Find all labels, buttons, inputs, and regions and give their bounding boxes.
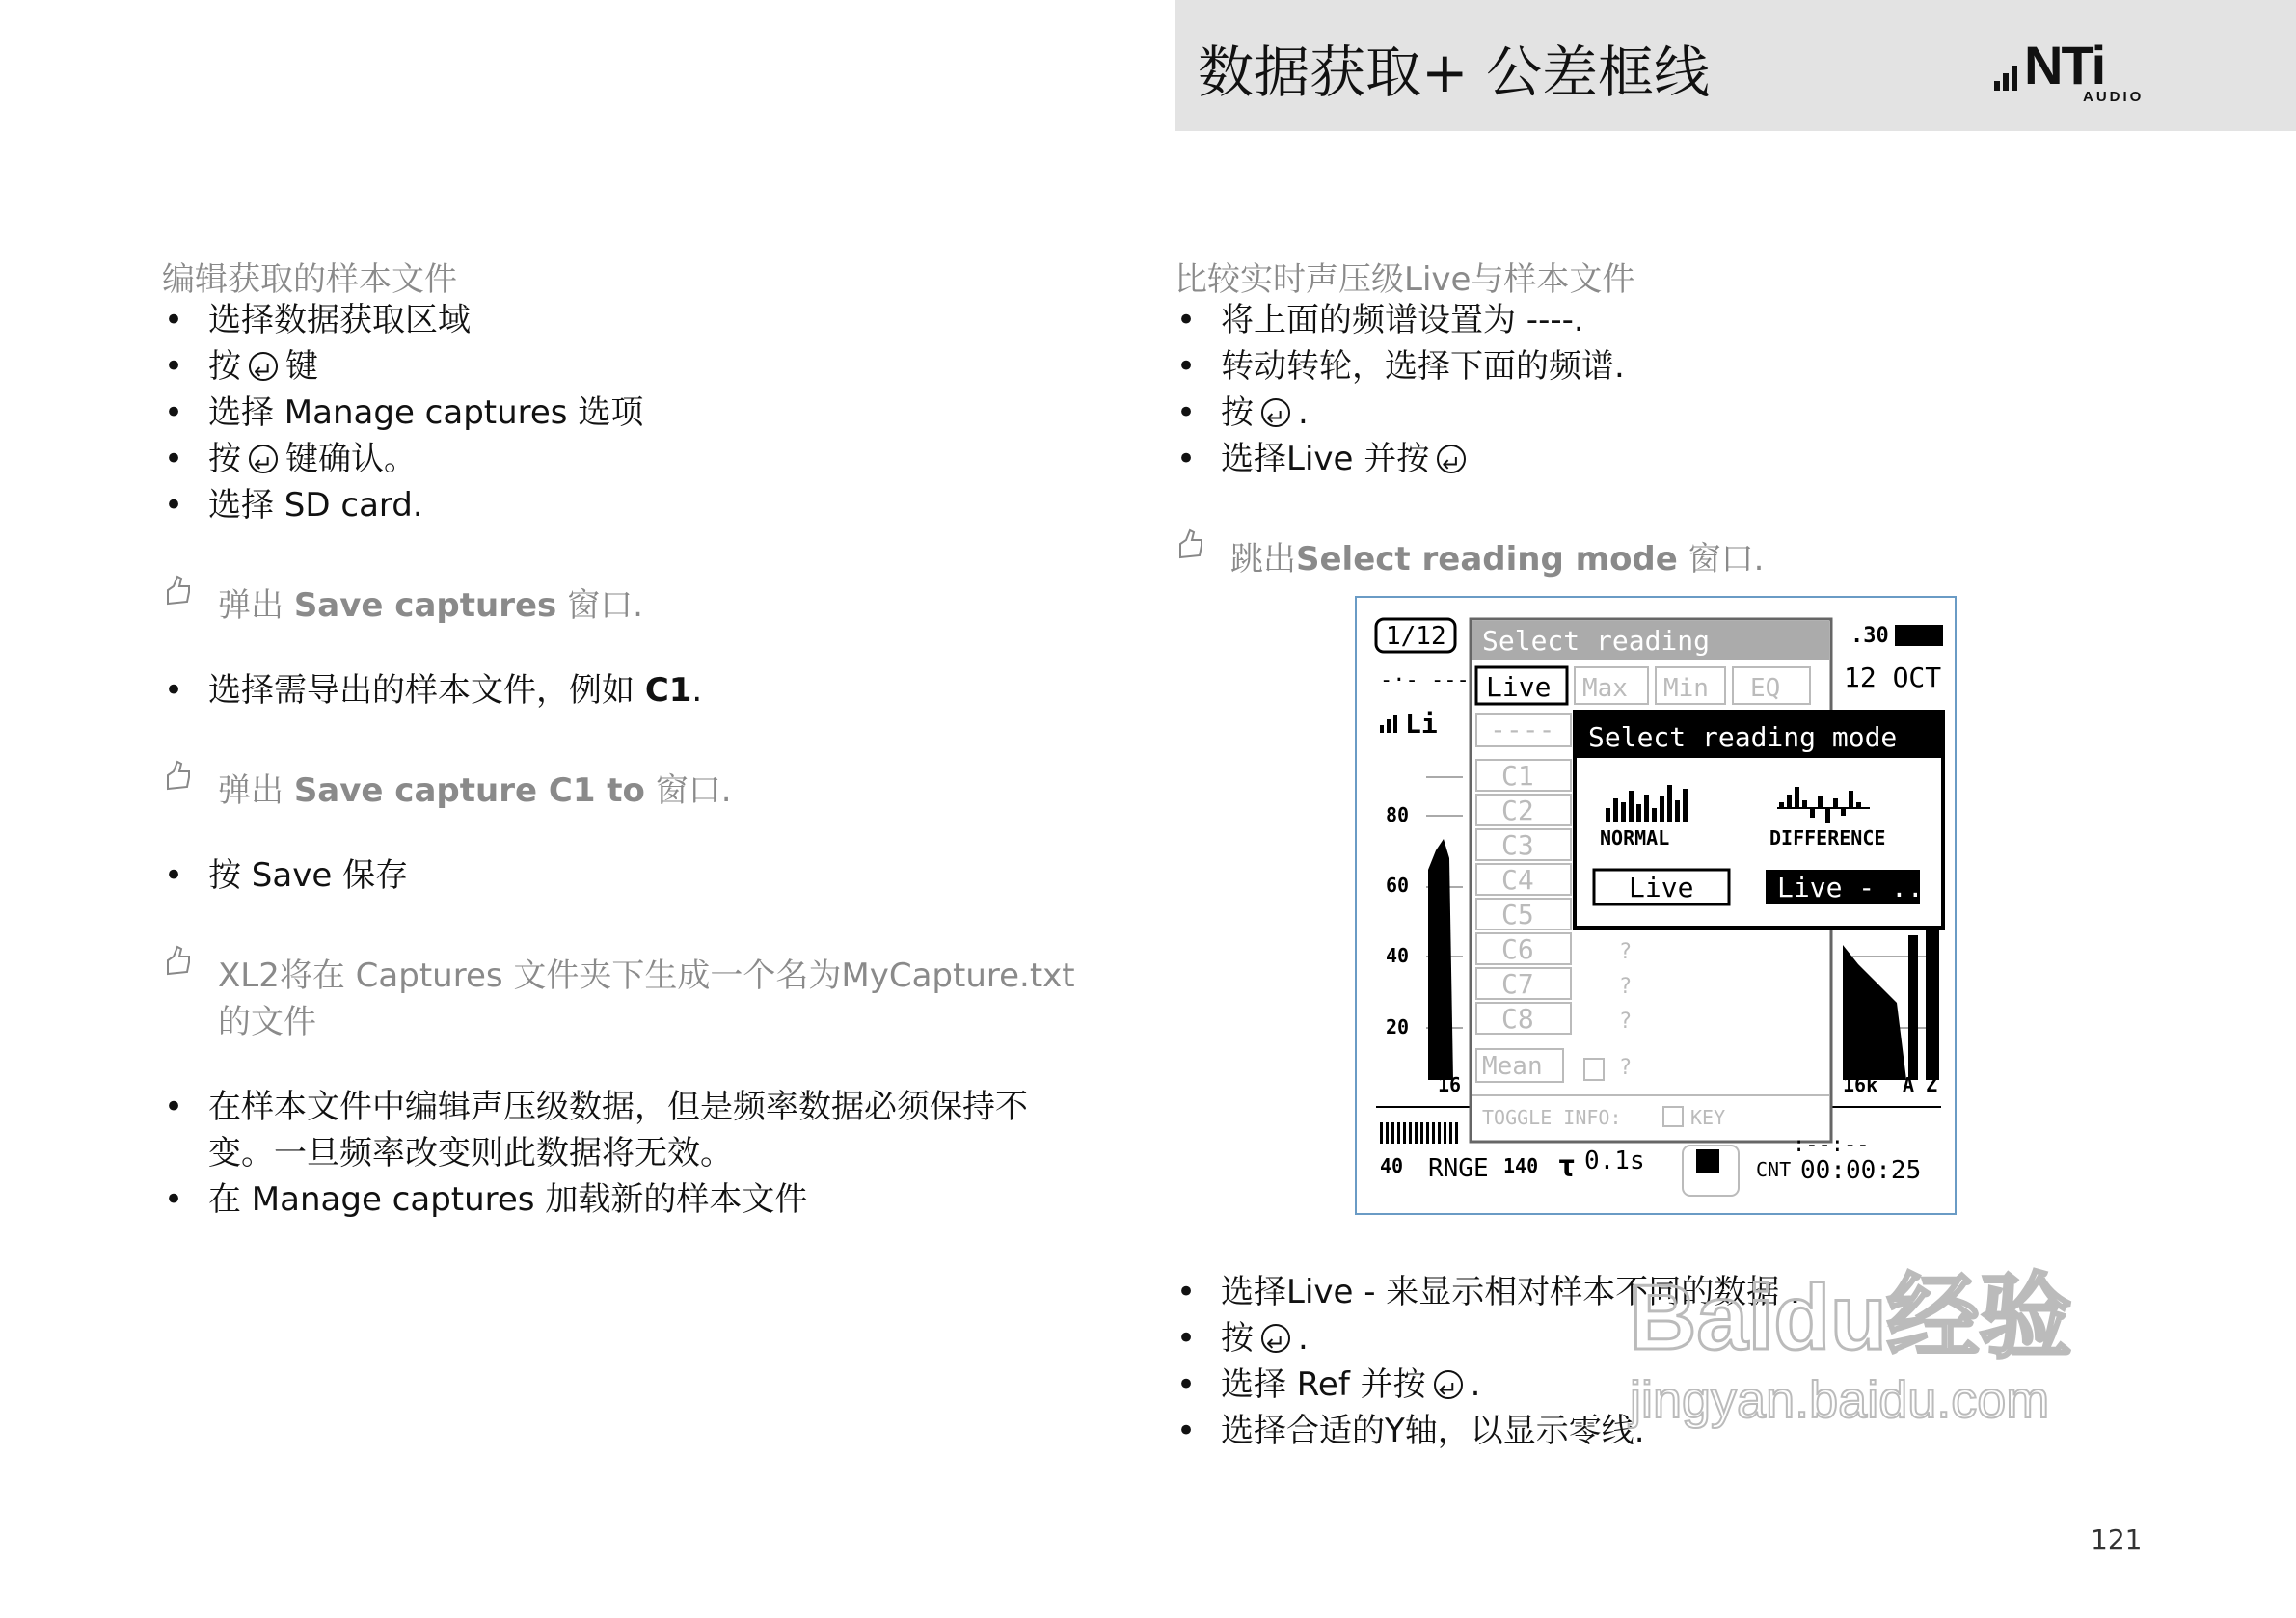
list-item-text: . [1470,1365,1481,1404]
device-screen [1357,598,1955,1213]
range-low: 40 [1380,1154,1404,1177]
list-item-text: . [1298,1319,1309,1358]
list-item[interactable]: C1 [1501,760,1534,792]
question-marks [1619,940,1632,1080]
enter-key-icon [1434,1370,1463,1399]
difference-label: DIFFERENCE [1769,826,1886,849]
list-item-text: 将上面的频谱设置为 ----. [1221,301,1584,339]
y-tick: 60 [1386,874,1410,897]
pointing-hand-icon [164,760,193,791]
range-label: RNGE [1428,1154,1489,1183]
note-bold: Select reading mode [1296,540,1678,579]
logo-brand: NTi [2024,35,2105,95]
pointing-hand-icon [1176,528,1205,559]
popup-title: Select reading mode [1588,721,1898,753]
enter-key-icon [249,445,278,473]
y-tick: 20 [1386,1015,1410,1038]
list-item-text: 选择Live - 来显示相对样本不同的数据 . [1221,1273,1800,1311]
list-item [164,436,643,482]
tab-max-label: Max [1582,674,1628,703]
left-section-title: 编辑获取的样本文件 [162,260,457,299]
note-text: 窗口. [644,771,732,810]
level-meter-icon [1380,1122,1458,1144]
counter-time: 00:00:25 [1800,1156,1922,1185]
note-text: 窗口. [556,586,643,625]
list-item-text: 选择 SD card. [208,486,423,525]
list-item-text: . [1298,393,1309,432]
spectrum-bar [1908,935,1918,1080]
list-item-text: 变。一旦频率改变则此数据将无效。 [208,1134,733,1173]
spectrum-right [1843,945,1906,1080]
watermark-url: jingyan.baidu.com [1630,1371,2050,1429]
note-text: XL2将在 Captures 文件夹下生成一个名为MyCapture.txt [218,957,1075,995]
note-select-reading-mode [1230,532,1764,580]
note-save-capture-c1 [218,764,732,811]
y-tick: 40 [1386,944,1410,967]
live-difference-label: Live - ... [1777,872,1940,903]
logo-bars-icon [1994,66,2020,91]
dash-marker: -·- --- [1380,668,1470,692]
right-section-title: 比较实时声压级Live与样本文件 [1175,260,1635,299]
note-text: 跳出 [1230,540,1296,579]
list-item-text: 按 [208,440,241,478]
q-mark: ? [1619,940,1633,964]
list-item-text: 在 Manage captures 加载新的样本文件 [208,1180,808,1219]
list-item[interactable]: C4 [1501,864,1534,896]
list-item-text: 选择合适的Y轴，以显示零线. [1221,1412,1645,1450]
list-item [164,852,408,899]
list-item [164,1084,1028,1130]
list-item [164,297,643,343]
list-item[interactable]: C6 [1501,933,1534,965]
list-item [1176,297,1625,343]
list-item-text: 选择Live 并按 [1221,440,1430,478]
list-item[interactable]: C7 [1501,968,1534,1000]
q-mark: ? [1619,1010,1633,1034]
page-header [1175,0,2296,131]
y-tick: 80 [1386,803,1410,826]
oct-label: 12 OCT [1844,661,1942,693]
stop-icon [1696,1149,1719,1173]
q-mark: ? [1619,1056,1633,1080]
note-text: 弹出 [218,586,294,625]
x-right-label: 16k [1843,1073,1878,1096]
note-mycapture [218,949,1075,996]
tab-min-label: Min [1663,674,1709,703]
live-normal-label: Live [1629,872,1694,903]
list-item-text: 选择 Ref 并按 [1221,1365,1426,1404]
tab-live-label: Live [1486,671,1552,703]
page-title: 数据获取+ 公差框线 [1198,40,1711,105]
list-item[interactable]: C3 [1501,829,1534,861]
list-item [164,1130,1028,1176]
list-item-text: 选择数据获取区域 [208,301,471,339]
list-item [1176,390,1625,436]
tau-icon: τ [1557,1147,1577,1184]
list-item[interactable]: ---- [1490,714,1555,745]
tau-value: 0.1s [1584,1146,1645,1175]
list-item[interactable]: C2 [1501,795,1534,826]
left-bullets-b [164,667,702,714]
list-item-text: 键确认。 [285,440,417,478]
note-bold: Save captures [293,586,557,625]
list-item [1176,343,1625,390]
baidu-watermark [1630,1244,2072,1430]
list-item [1176,436,1625,482]
enter-key-icon [1261,398,1290,427]
resolution-label: 1/12 [1386,622,1446,651]
list-item [164,390,643,436]
note-mycapture-line2: 的文件 [218,1003,316,1041]
list-item [164,343,643,390]
counter-dashes: :--:-- [1793,1133,1870,1157]
list-item-bold: C1 [644,671,692,710]
list-item [164,482,643,528]
note-text: 窗口. [1677,540,1765,579]
page-number: 121 [2091,1524,2143,1555]
li-label: Li [1405,708,1438,740]
list-item[interactable]: C8 [1501,1003,1534,1035]
enter-key-icon [1437,445,1466,473]
pointing-hand-icon [164,945,193,976]
list-item-text: . [691,671,703,710]
nti-audio-logo [1994,35,2145,105]
q-mark: ? [1619,975,1633,999]
list-item-text: 按 [1221,393,1254,432]
note-save-captures [218,579,643,626]
key-label: KEY [1690,1106,1726,1129]
list-item[interactable]: C5 [1501,899,1534,930]
left-bullets-c [164,852,408,899]
right-bullets-a [1176,297,1625,482]
list-item-text: 键 [285,347,318,386]
x-left-label: 16 [1438,1073,1462,1096]
spectrum-left [1428,839,1453,1080]
enter-key-icon [1261,1324,1290,1353]
list-item [164,667,702,714]
left-bullets-a [164,297,643,528]
device-screenshot [1355,596,1957,1215]
list-item-text: 按 Save 保存 [208,856,409,895]
list-item-text: 转动转轮，选择下面的频谱. [1221,347,1625,386]
bars-icon [1380,715,1397,733]
range-high: 140 [1503,1154,1539,1177]
toggle-info: TOGGLE INFO: [1482,1106,1622,1129]
counter-label: CNT [1756,1158,1792,1181]
battery-icon [1895,625,1943,646]
spectrum-bar [1926,928,1939,1080]
logo-sub: AUDIO [2083,89,2145,105]
list-item-text: 按 [208,347,241,386]
list-item-text: 按 [1221,1319,1254,1358]
normal-label: NORMAL [1600,826,1670,849]
note-text: 弹出 [218,771,294,810]
left-bullets-d [164,1084,1028,1223]
enter-key-icon [249,352,278,381]
list-item[interactable]: Mean [1482,1052,1543,1081]
list-item-text: 在样本文件中编辑声压级数据，但是频率数据必须保持不 [208,1088,1028,1126]
list-item-text: 选择需导出的样本文件，例如 [208,671,645,710]
menu-title: Select reading [1482,625,1711,657]
az-label: A Z [1903,1073,1938,1096]
list-item-text: 选择 Manage captures 选项 [208,393,644,432]
battery-level: .30 [1850,624,1889,648]
list-item [164,1176,1028,1223]
watermark-brand: Baidu经验 [1630,1266,2072,1369]
pointing-hand-icon [164,575,193,606]
tab-eq-label: EQ [1750,674,1781,703]
note-bold: Save capture C1 to [293,771,645,810]
